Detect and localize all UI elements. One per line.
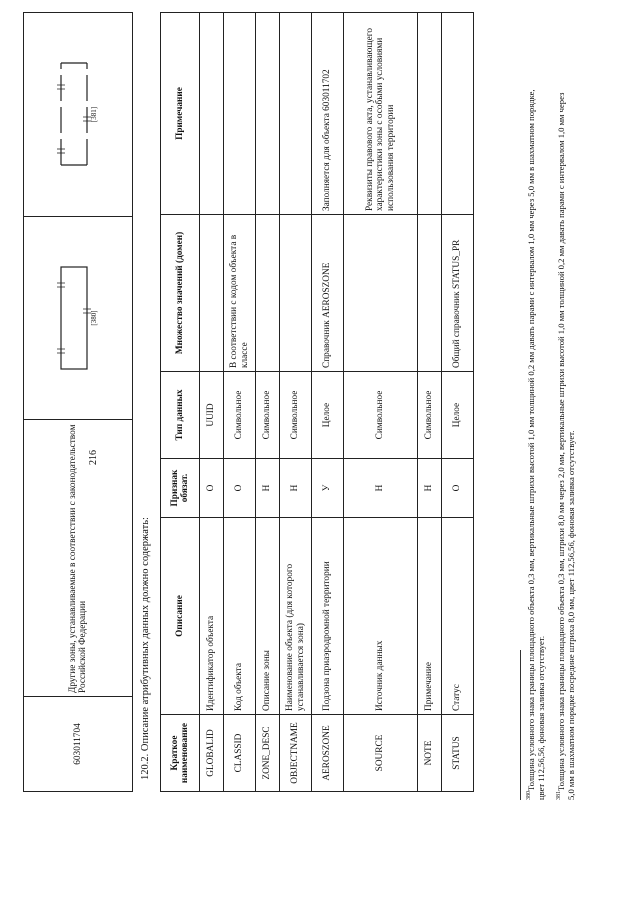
zone-code: 603011704: [24, 697, 133, 792]
header-description: Описание: [161, 518, 200, 715]
cell-short-name: CLASSID: [224, 715, 256, 792]
table-row: [24, 13, 133, 792]
symbol-381-cell: [24, 13, 133, 217]
table-row: [418, 13, 442, 792]
table-row: [224, 13, 256, 792]
cell-short-name: OBJECTNAME: [280, 715, 312, 792]
cell-required: Н: [344, 459, 418, 518]
header-domain: Множество значений (домен): [161, 215, 200, 372]
cell-description: Наименование объекта (для которого устанавливается зона): [280, 518, 312, 715]
cell-short-name: ZONE_DESC: [256, 715, 280, 792]
cell-domain: [200, 215, 224, 372]
cell-domain: [256, 215, 280, 372]
symbol-380-cell: [24, 217, 133, 420]
cell-required: О: [200, 459, 224, 518]
cell-required: Н: [256, 459, 280, 518]
cell-domain: Общий справочник STATUS_PR: [442, 215, 474, 372]
header-data-type: Тип данных: [161, 372, 200, 459]
cell-note: Заполняется для объекта 603011702: [312, 13, 344, 215]
cell-note: [224, 13, 256, 215]
ref-380: [380]: [90, 310, 99, 326]
cell-data-type: Символьное: [344, 372, 418, 459]
footnote-mark: 381: [556, 791, 563, 800]
header-short-name: Краткое наименование: [161, 715, 200, 792]
footnote-separator: [520, 650, 521, 800]
cell-data-type: UUID: [200, 372, 224, 459]
cell-short-name: STATUS: [442, 715, 474, 792]
table-header-row: [161, 13, 200, 792]
cell-data-type: Символьное: [280, 372, 312, 459]
zone-code-table: [23, 12, 133, 792]
cell-short-name: AEROSZONE: [312, 715, 344, 792]
cell-description: Источник данных: [344, 518, 418, 715]
boundary-symbol-380-icon: [57, 263, 91, 373]
cell-domain: [280, 215, 312, 372]
table-row: [280, 13, 312, 792]
header-required: Признак обязат.: [161, 459, 200, 518]
cell-description: Идентификатор объекта: [200, 518, 224, 715]
table-row: [442, 13, 474, 792]
cell-required: О: [224, 459, 256, 518]
cell-note: [256, 13, 280, 215]
cell-note: [442, 13, 474, 215]
cell-domain: В соответствии с кодом объекта в классе: [224, 215, 256, 372]
footnote-381: [556, 80, 577, 800]
footnote-text: Толщина условного знака границы площадного объекта 0,3 мм, штрихи 8,0 мм через 2,0 мм, вертикальные штрихи высотой 1,0 мм толщиной 0,2 мм давать парами с интервалом 1,0 мм через 5,0 мм в шахматном порядке посредине штриха 8,0 мм, цвет 112,56,56, фоновая заливка отсутствует.: [556, 92, 577, 800]
cell-data-type: Символьное: [256, 372, 280, 459]
zone-description: Другие зоны, устанавливаемые в соответствии с законодательством Российской Федерации: [24, 420, 133, 697]
table-row: [312, 13, 344, 792]
boundary-symbol-381-icon: [57, 60, 91, 170]
cell-note: [200, 13, 224, 215]
table-row: [256, 13, 280, 792]
cell-short-name: NOTE: [418, 715, 442, 792]
cell-description: Код объекта: [224, 518, 256, 715]
cell-data-type: Целое: [442, 372, 474, 459]
page-number: 216: [88, 450, 99, 465]
cell-note: Реквизиты правового акта, устанавливающего характеристики зоны с особыми условиями использования территории: [344, 13, 418, 215]
table-row: [200, 13, 224, 792]
cell-domain: [344, 215, 418, 372]
cell-short-name: SOURCE: [344, 715, 418, 792]
cell-note: [418, 13, 442, 215]
cell-short-name: GLOBALID: [200, 715, 224, 792]
cell-required: О: [442, 459, 474, 518]
table-row: [344, 13, 418, 792]
cell-description: Описание зоны: [256, 518, 280, 715]
footnote-380: [526, 80, 547, 800]
cell-description: Примечание: [418, 518, 442, 715]
cell-description: Подзона приаэродромной территории: [312, 518, 344, 715]
cell-required: Н: [418, 459, 442, 518]
header-note: Примечание: [161, 13, 200, 215]
cell-description: Статус: [442, 518, 474, 715]
attribute-table: [160, 12, 474, 792]
ref-381: [381]: [90, 106, 99, 123]
section-caption: 120.2. Описание атрибутивных данных должно содержать:: [140, 517, 151, 780]
footnote-text: Толщина условного знака границы площадного объекта 0,3 мм, вертикальные штрихи высотой 1,0 мм толщиной 0,2 мм давать парами с интервалом 1,0 мм через 5,0 мм в шахматном порядке, цвет 112,56,56, фоновая заливка отсутствует.: [526, 89, 547, 800]
cell-required: У: [312, 459, 344, 518]
cell-domain: Справочник AEROSZONE: [312, 215, 344, 372]
footnote-mark: 380: [526, 791, 533, 800]
cell-data-type: Целое: [312, 372, 344, 459]
cell-data-type: Символьное: [418, 372, 442, 459]
cell-data-type: Символьное: [224, 372, 256, 459]
cell-note: [280, 13, 312, 215]
cell-domain: [418, 215, 442, 372]
cell-required: Н: [280, 459, 312, 518]
